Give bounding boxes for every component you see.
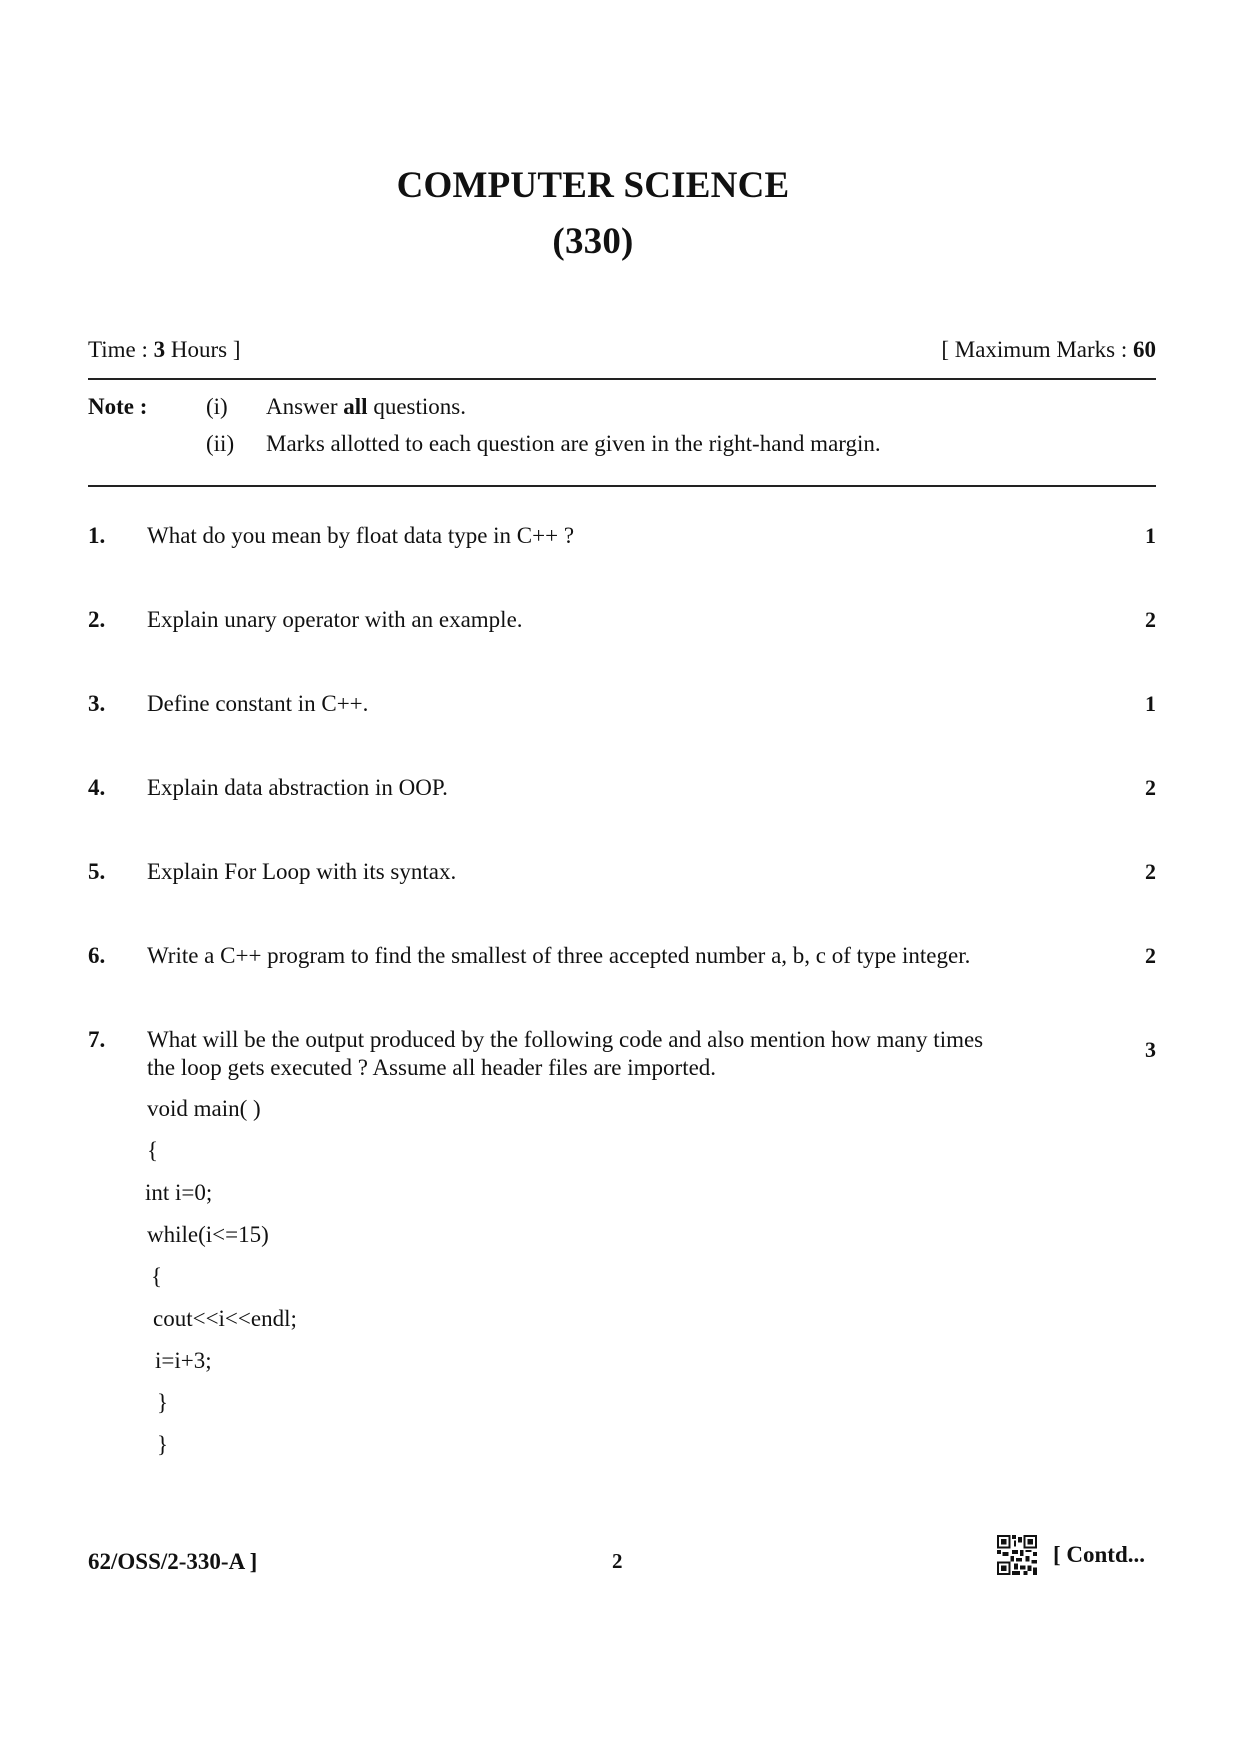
question-text-line: the loop gets executed ? Assume all header files are imported. bbox=[147, 1055, 717, 1080]
code-line: void main( ) bbox=[147, 1096, 261, 1121]
divider-bottom bbox=[88, 485, 1156, 487]
time-prefix: Time : bbox=[88, 337, 154, 362]
note-item-text: Marks allotted to each question are given in the right-hand margin. bbox=[266, 431, 881, 456]
question-marks: 2 bbox=[1145, 859, 1156, 884]
max-marks-info bbox=[941, 337, 1156, 363]
marks-value: 60 bbox=[1133, 337, 1156, 362]
code-line: while(i<=15) bbox=[147, 1222, 269, 1247]
note-item-text bbox=[266, 394, 466, 420]
code-line: { bbox=[147, 1138, 159, 1163]
question-marks: 2 bbox=[1145, 607, 1156, 632]
question-number: 6. bbox=[88, 943, 106, 968]
question-marks: 2 bbox=[1145, 943, 1156, 968]
subject-code: (330) bbox=[552, 221, 634, 262]
question-text: Explain unary operator with an example. bbox=[147, 607, 523, 632]
code-line: } bbox=[157, 1432, 169, 1457]
question-text: Explain For Loop with its syntax. bbox=[147, 859, 457, 884]
note-text-part: Answer bbox=[266, 394, 344, 419]
question-number: 2. bbox=[88, 607, 106, 632]
code-line: } bbox=[157, 1390, 169, 1415]
note-text-part: questions. bbox=[367, 394, 466, 419]
note-text-bold: all bbox=[343, 394, 368, 419]
question-marks: 3 bbox=[1145, 1037, 1156, 1062]
question-text: Explain data abstraction in OOP. bbox=[147, 775, 448, 800]
divider-top bbox=[88, 378, 1156, 380]
question-text: Write a C++ program to find the smallest of three accepted number a, b, c of type integer. bbox=[147, 943, 971, 968]
question-number: 7. bbox=[88, 1027, 106, 1052]
paper-code: 62/OSS/2-330-A ] bbox=[88, 1549, 258, 1574]
marks-prefix: [ Maximum Marks : bbox=[941, 337, 1133, 362]
note-label: Note : bbox=[88, 394, 148, 419]
question-marks: 2 bbox=[1145, 775, 1156, 800]
question-text bbox=[147, 1026, 1097, 1082]
question-number: 5. bbox=[88, 859, 106, 884]
exam-header bbox=[88, 337, 1156, 363]
question-marks: 1 bbox=[1145, 691, 1156, 716]
time-suffix: Hours ] bbox=[165, 337, 241, 362]
note-item-number: (i) bbox=[206, 394, 228, 419]
time-info bbox=[88, 337, 241, 363]
page-number: 2 bbox=[612, 1549, 623, 1573]
continued-marker: [ Contd... bbox=[1053, 1542, 1146, 1567]
subject-title: COMPUTER SCIENCE bbox=[396, 165, 790, 206]
question-text: What do you mean by float data type in C++ ? bbox=[147, 523, 575, 548]
code-line: i=i+3; bbox=[155, 1348, 212, 1373]
question-text: Define constant in C++. bbox=[147, 691, 369, 716]
code-line: cout<<i<<endl; bbox=[153, 1306, 297, 1331]
code-line: { bbox=[151, 1264, 163, 1289]
question-number: 1. bbox=[88, 523, 106, 548]
code-line: int i=0; bbox=[145, 1180, 213, 1205]
question-number: 4. bbox=[88, 775, 106, 800]
question-number: 3. bbox=[88, 691, 106, 716]
question-marks: 1 bbox=[1145, 523, 1156, 548]
note-item-number: (ii) bbox=[206, 431, 235, 456]
question-text-line: What will be the output produced by the following code and also mention how many times bbox=[147, 1027, 984, 1052]
time-value: 3 bbox=[153, 337, 166, 362]
qr-code-icon bbox=[997, 1535, 1037, 1575]
